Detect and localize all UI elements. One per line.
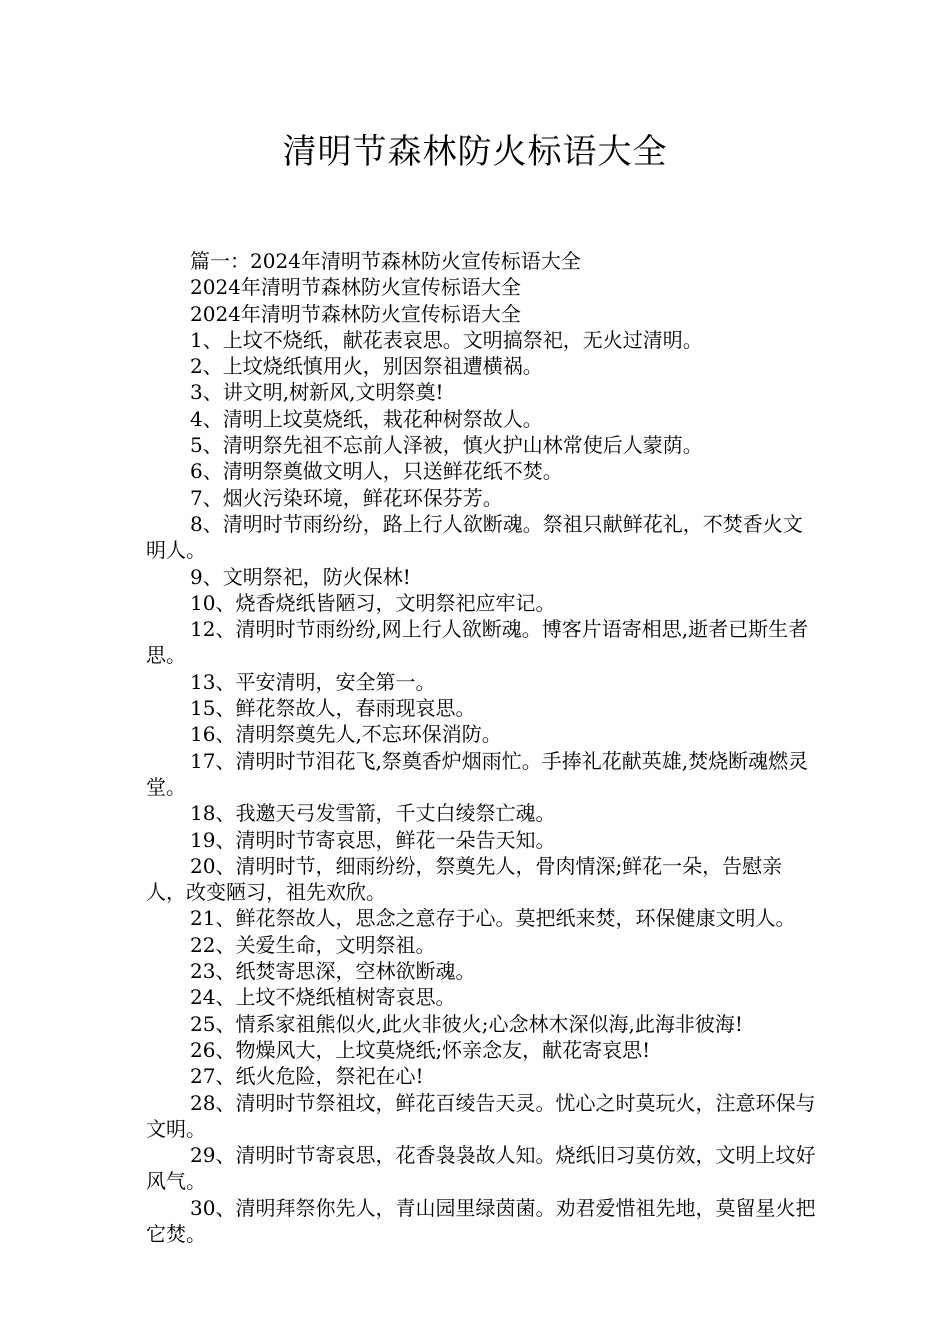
slogan-13: 13、平安清明，安全第一。 [190,669,436,694]
paragraph-1: 篇一：2024年清明节森林防火宣传标语大全 [190,249,581,273]
slogan-10: 10、烧香烧纸皆陋习，文明祭祀应牢记。 [190,590,556,615]
slogan-24: 24、上坟不烧纸植树寄哀思。 [190,985,456,1010]
slogan-1: 1、上坟不烧纸，献花表哀思。文明搞祭祀，无火过清明。 [190,327,703,352]
slogan-3: 3、讲文明,树新风,文明祭奠! [190,380,444,405]
slogan-23: 23、纸焚寄思深，空林欲断魂。 [190,959,476,984]
slogan-30: 30、清明拜祭你先人，青山园里绿茵菌。劝君爱惜祖先地，莫留星火把它焚。 [146,1195,816,1246]
paragraph-2: 2024年清明节森林防火宣传标语大全 [190,275,521,300]
slogan-15: 15、鲜花祭故人，春雨现哀思。 [190,696,476,721]
slogan-21: 21、鲜花祭故人，思念之意存于心。莫把纸来焚，环保健康文明人。 [190,906,796,931]
paragraph-3: 2024年清明节森林防火宣传标语大全 [190,301,521,326]
document-body [146,248,816,1247]
slogan-22: 22、关爱生命，文明祭祖。 [190,932,436,957]
slogan-19: 19、清明时节寄哀思，鲜花一朵告天知。 [190,827,556,852]
slogan-17: 17、清明时节泪花飞,祭奠香炉烟雨忙。手捧礼花献英雄,焚烧断魂燃灵堂。 [146,748,809,799]
slogan-16: 16、清明祭奠先人,不忘环保消防。 [190,722,502,747]
slogan-7: 7、烟火污染环境，鲜花环保芬芳。 [190,485,503,510]
slogan-5: 5、清明祭先祖不忘前人泽被，慎火护山林常使后人蒙荫。 [190,433,703,458]
slogan-26: 26、物燥风大，上坟莫烧纸;怀亲念友，献花寄哀思! [190,1037,651,1062]
slogan-6: 6、清明祭奠做文明人，只送鲜花纸不焚。 [190,459,563,484]
slogan-8: 8、清明时节雨纷纷，路上行人欲断魂。祭祖只献鲜花礼，不焚香火文明人。 [146,511,803,563]
slogan-18: 18、我邀天弓发雪箭，千丈白绫祭亡魂。 [190,801,556,826]
slogan-9: 9、文明祭祀，防火保林! [190,564,411,589]
slogan-12: 12、清明时节雨纷纷,网上行人欲断魂。博客片语寄相思,逝者已斯生者思。 [146,617,809,668]
document-title: 清明节森林防火标语大全 [282,132,668,172]
slogan-2: 2、上坟烧纸慎用火，别因祭祖遭横祸。 [190,354,543,379]
slogan-29: 29、清明时节寄哀思，花香袅袅故人知。烧纸旧习莫仿效，文明上坟好风气。 [146,1143,816,1194]
slogan-25: 25、情系家祖熊似火,此火非彼火;心念林木深似海,此海非彼海! [190,1011,743,1036]
slogan-27: 27、纸火危险，祭祀在心! [190,1064,424,1089]
slogan-4: 4、清明上坟莫烧纸，栽花种树祭故人。 [190,406,543,431]
slogan-20: 20、清明时节，细雨纷纷，祭奠先人，骨肉情深;鲜花一朵，告慰亲人，改变陋习，祖先欢欣。 [146,853,783,905]
slogan-28: 28、清明时节祭祖坟，鲜花百绫告天灵。忧心之时莫玩火，注意环保与文明。 [146,1090,816,1141]
